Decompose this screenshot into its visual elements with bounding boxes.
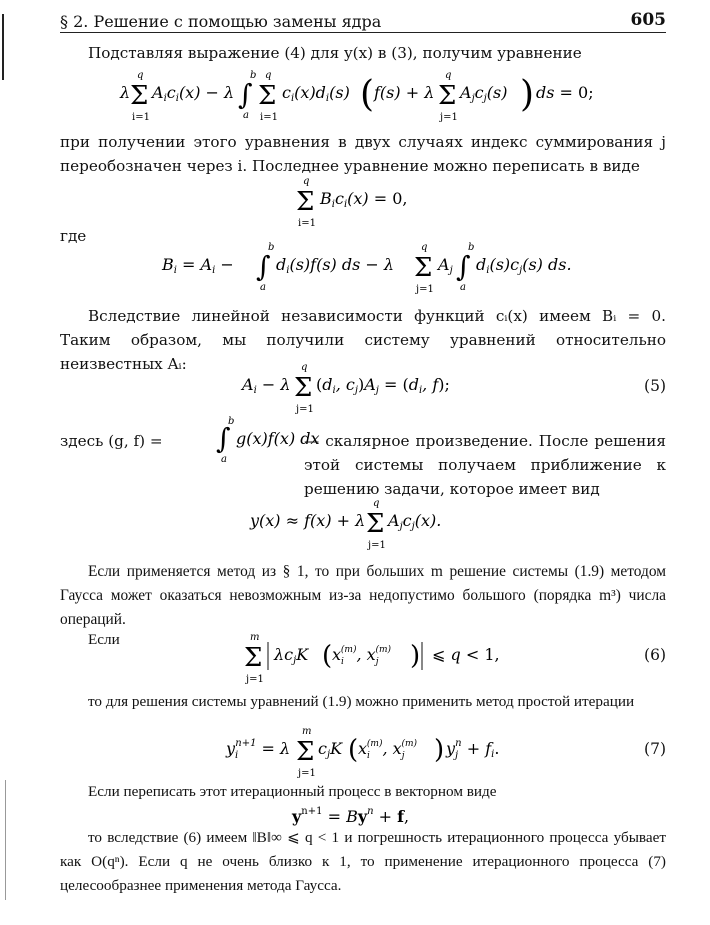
header-rule — [60, 32, 666, 33]
svg-text:q: q — [445, 70, 452, 81]
paragraph-fragment: здесь (g, f) = — [60, 432, 163, 450]
svg-text:j=1: j=1 — [368, 540, 386, 551]
equation — [60, 174, 666, 228]
equation-y-svg — [60, 496, 666, 550]
svg-text:Aj: Aj — [438, 255, 453, 276]
svg-text:Σ: Σ — [296, 187, 315, 217]
section-title: § 2. Решение с помощью замены ядра — [60, 12, 382, 31]
equation-eq2-svg — [60, 174, 666, 228]
svg-text:Ai − λ: Ai − λ — [242, 375, 291, 396]
svg-text:q: q — [303, 176, 310, 187]
scan-edge-mark — [2, 14, 4, 80]
svg-text:yjn + fi.: $y_jn$ + fi. — [446, 738, 500, 761]
running-head — [60, 10, 666, 32]
svg-text:q: q — [137, 70, 144, 81]
svg-text:a: a — [460, 282, 466, 293]
svg-text:j=1: j=1 — [416, 284, 434, 295]
svg-text:yin+1 = λ: $y_in+1 = \lambda$ — [226, 738, 291, 761]
svg-text:i=1: i=1 — [298, 218, 316, 229]
equation-eq1-svg — [60, 66, 666, 124]
paragraph: то для решения системы уравнений (1.9) можно применить метод простой итерации — [88, 693, 635, 710]
svg-text:∫: ∫ — [216, 422, 231, 455]
equation — [60, 724, 666, 780]
equation-eq3-svg — [60, 238, 666, 294]
svg-text:(: ( — [348, 735, 359, 765]
svg-text:Σ: Σ — [294, 373, 313, 403]
equation-number: (6) — [644, 646, 666, 664]
svg-text:Σ: Σ — [244, 643, 263, 673]
svg-text:b: b — [250, 70, 257, 81]
svg-text:): ) — [434, 735, 445, 765]
svg-text:λcjK: λcjK — [274, 645, 309, 666]
svg-text:f(s) + λ: f(s) + λ — [374, 83, 435, 102]
svg-text:a: a — [260, 282, 266, 293]
equation — [60, 632, 666, 688]
svg-text:Σ: Σ — [130, 81, 149, 111]
scan-edge-mark — [5, 780, 6, 900]
equation — [60, 66, 666, 124]
equation — [60, 496, 666, 550]
svg-text:(: ( — [360, 74, 375, 115]
svg-text:Aici(x) − λ: Aici(x) − λ — [152, 83, 235, 104]
svg-text:q: q — [421, 242, 428, 253]
paragraph: Вследствие линейной независимости функций cᵢ(x) имеем Bᵢ = 0. Таким образом, мы получили систему уравнений относительно неизвестных Aᵢ: — [60, 307, 666, 373]
svg-text:xi(m), xj(m): $x_i(m)$, $x_j(m)$ — [358, 739, 418, 761]
paragraph: Если применяется метод из § 1, то при больших m решение системы (1.9) методом Гаусса может оказаться невозможным из-за недопустимо большого (порядка m³) числа операций. — [60, 563, 666, 628]
svg-text:⩽ q < 1,: ⩽ q < 1, — [432, 645, 500, 664]
svg-text:λ: λ — [120, 83, 131, 102]
svg-text:j=1: j=1 — [296, 404, 314, 415]
svg-text:): ) — [410, 641, 421, 671]
paragraph: при получении этого уравнения в двух случаях индекс суммирования j переобозначен через i. Последнее уравнение можно переписать в виде — [60, 133, 666, 175]
svg-text:i=1: i=1 — [260, 112, 278, 123]
svg-text:∫: ∫ — [238, 78, 253, 111]
svg-text:a: a — [243, 110, 249, 121]
svg-text:y(x) ≈ f(x) + λ: y(x) ≈ f(x) + λ — [250, 511, 366, 530]
svg-text:Σ: Σ — [366, 509, 385, 539]
svg-text:j=1: j=1 — [298, 768, 316, 779]
equation-eq6-svg — [60, 632, 620, 688]
svg-text:q: q — [265, 70, 272, 81]
svg-text:m: m — [302, 726, 312, 737]
svg-text:Bi = Ai −: Bi = Ai − — [162, 255, 234, 276]
svg-text:a: a — [221, 454, 227, 464]
svg-text:cjK: cjK — [318, 739, 343, 760]
svg-text:m: m — [250, 632, 260, 643]
svg-text:i=1: i=1 — [132, 112, 150, 123]
svg-text:(: ( — [322, 641, 333, 671]
paragraph: Подставляя выражение (4) для y(x) в (3), получим уравнение — [88, 44, 582, 62]
svg-text:g(x)f(x) dx: g(x)f(x) dx — [236, 429, 320, 448]
svg-text:Ajcj(x).: Ajcj(x). — [388, 511, 442, 532]
paragraph: Если — [88, 631, 120, 648]
svg-text:xi(m), xj(m): $x_i(m)$, $x_j(m)$ — [332, 645, 392, 667]
paragraph: Если переписать этот итерационный процесс в векторном виде — [88, 783, 497, 800]
svg-text:Ajcj(s): Ajcj(s) — [460, 83, 508, 104]
svg-text:b: b — [228, 416, 235, 427]
svg-text:∫: ∫ — [256, 250, 271, 283]
svg-text:di(s)cj(s) ds.: di(s)cj(s) ds. — [476, 255, 572, 276]
svg-text:Σ: Σ — [414, 253, 433, 283]
svg-text:ds = 0;: ds = 0; — [536, 83, 594, 102]
svg-text:ci(x)di(s): ci(x)di(s) — [282, 83, 350, 104]
equation — [60, 360, 666, 416]
svg-text:b: b — [268, 242, 275, 253]
equation-eq7-svg — [60, 724, 620, 780]
svg-text:(di, cj)Aj = (di, f);: (di, cj)Aj = (di, f); — [316, 375, 450, 396]
svg-text:∫: ∫ — [456, 250, 471, 283]
svg-text:Σ: Σ — [296, 737, 315, 767]
svg-text:di(s)f(s) ds − λ: di(s)f(s) ds − λ — [276, 255, 395, 276]
svg-text:q: q — [373, 498, 380, 509]
page-number: 605 — [630, 10, 666, 30]
svg-text:b: b — [468, 242, 475, 253]
svg-text:j=1: j=1 — [440, 112, 458, 123]
svg-text:q: q — [301, 362, 308, 373]
paragraph: то вследствие (6) имеем ‖B‖∞ ⩽ q < 1 и погрешность итерационного процесса убывает как O(qⁿ). Если q не очень близко к 1, то применение итерационного процесса (7) целесообразнее применения метода Гаусса. — [60, 829, 666, 894]
equation — [60, 238, 666, 294]
svg-text:Σ: Σ — [258, 81, 277, 111]
svg-text:yn+1 = Byn + f,: $y^{n+1} = By^n + f$, — [292, 806, 410, 826]
paragraph: где — [60, 227, 87, 245]
svg-text:): ) — [520, 74, 535, 115]
svg-text:Σ: Σ — [438, 81, 457, 111]
svg-text:j=1: j=1 — [246, 674, 264, 685]
svg-text:Bici(x) = 0,: Bici(x) = 0, — [320, 189, 408, 210]
paragraph-fragment: — скалярное произведение. После решения этой системы получаем приближение к решению задачи, которое имеет вид — [304, 432, 666, 498]
equation-number: (7) — [644, 740, 666, 758]
equation-eq5-svg — [60, 360, 620, 416]
equation-number: (5) — [644, 377, 666, 395]
